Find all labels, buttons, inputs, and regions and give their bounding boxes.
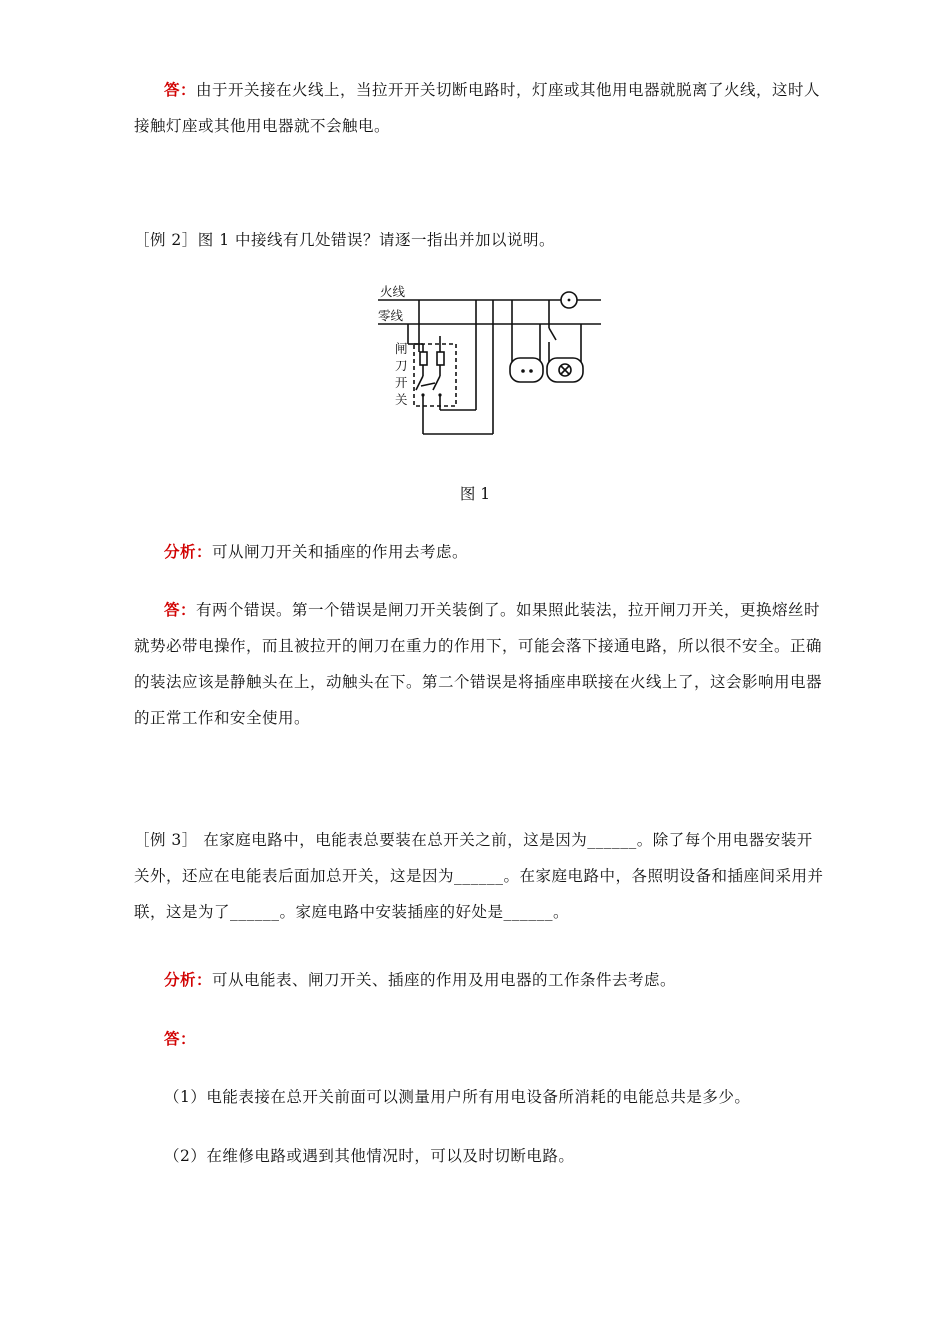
knife-blade-left bbox=[416, 376, 423, 390]
example-3-analysis bbox=[134, 962, 824, 998]
switch-label-char-3: 开 bbox=[395, 375, 408, 390]
circuit-diagram-svg bbox=[372, 278, 612, 443]
analysis-text: 可从闸刀开关和插座的作用去考虑。 bbox=[212, 543, 469, 561]
fuse-right bbox=[437, 352, 444, 365]
neutral-wire-label: 零线 bbox=[378, 308, 404, 323]
answer-label: 答： bbox=[164, 601, 197, 619]
lamp-switch bbox=[549, 328, 556, 340]
example-2-analysis bbox=[134, 534, 824, 570]
figure-1-circuit-diagram bbox=[372, 278, 612, 443]
example-3-answer-label bbox=[134, 1021, 824, 1057]
fuse-left bbox=[420, 352, 427, 365]
switch-label-char-4: 关 bbox=[395, 392, 408, 407]
answer-label: 答： bbox=[164, 81, 197, 99]
analysis-label: 分析： bbox=[164, 971, 213, 989]
answer-label: 答： bbox=[164, 1030, 197, 1048]
analysis-label: 分析： bbox=[164, 543, 213, 561]
answer-text: 有两个错误。第一个错误是闸刀开关装倒了。如果照此装法，拉开闸刀开关，更换熔丝时就势必带电操作，而且被拉开的闸刀在重力的作用下，可能会落下接通电路，所以很不安全。正确的装法应该是静触头在上，动触头在下。第二个错误是将插座串联接在火线上了，这会影响用电器的正常工作和安全使用。 bbox=[134, 601, 823, 727]
answer-paragraph-1 bbox=[134, 72, 824, 144]
answer-item-2: （2）在维修电路或遇到其他情况时，可以及时切断电路。 bbox=[164, 1147, 575, 1165]
analysis-text: 可从电能表、闸刀开关、插座的作用及用电器的工作条件去考虑。 bbox=[212, 971, 677, 989]
switch-label-char-1: 闸 bbox=[395, 341, 408, 356]
answer-text: 由于开关接在火线上，当拉开开关切断电路时，灯座或其他用电器就脱离了火线，这时人接触灯座或其他用电器就不会触电。 bbox=[134, 81, 821, 135]
live-wire-label: 火线 bbox=[380, 284, 406, 299]
example-3-question: ［例 3］ 在家庭电路中，电能表总要装在总开关之前，这是因为______。除了每个用电器安装开关外，还应在电能表后面加总开关，这是因为______。在家庭电路中，各照明设备和插座间采用并联，这是为了______。家庭电路中安装插座的好处是______。 bbox=[134, 831, 824, 921]
switch-label-char-2: 刀 bbox=[395, 358, 408, 373]
example-2-question: ［例 2］图 1 中接线有几处错误？请逐一指出并加以说明。 bbox=[134, 231, 556, 249]
figure-caption: 图 1 bbox=[459, 485, 491, 503]
socket-symbol bbox=[510, 358, 543, 382]
answer-item-1: （1）电能表接在总开关前面可以测量用户所有用电设备所消耗的电能总共是多少。 bbox=[164, 1088, 751, 1106]
example-2-answer bbox=[134, 592, 824, 736]
